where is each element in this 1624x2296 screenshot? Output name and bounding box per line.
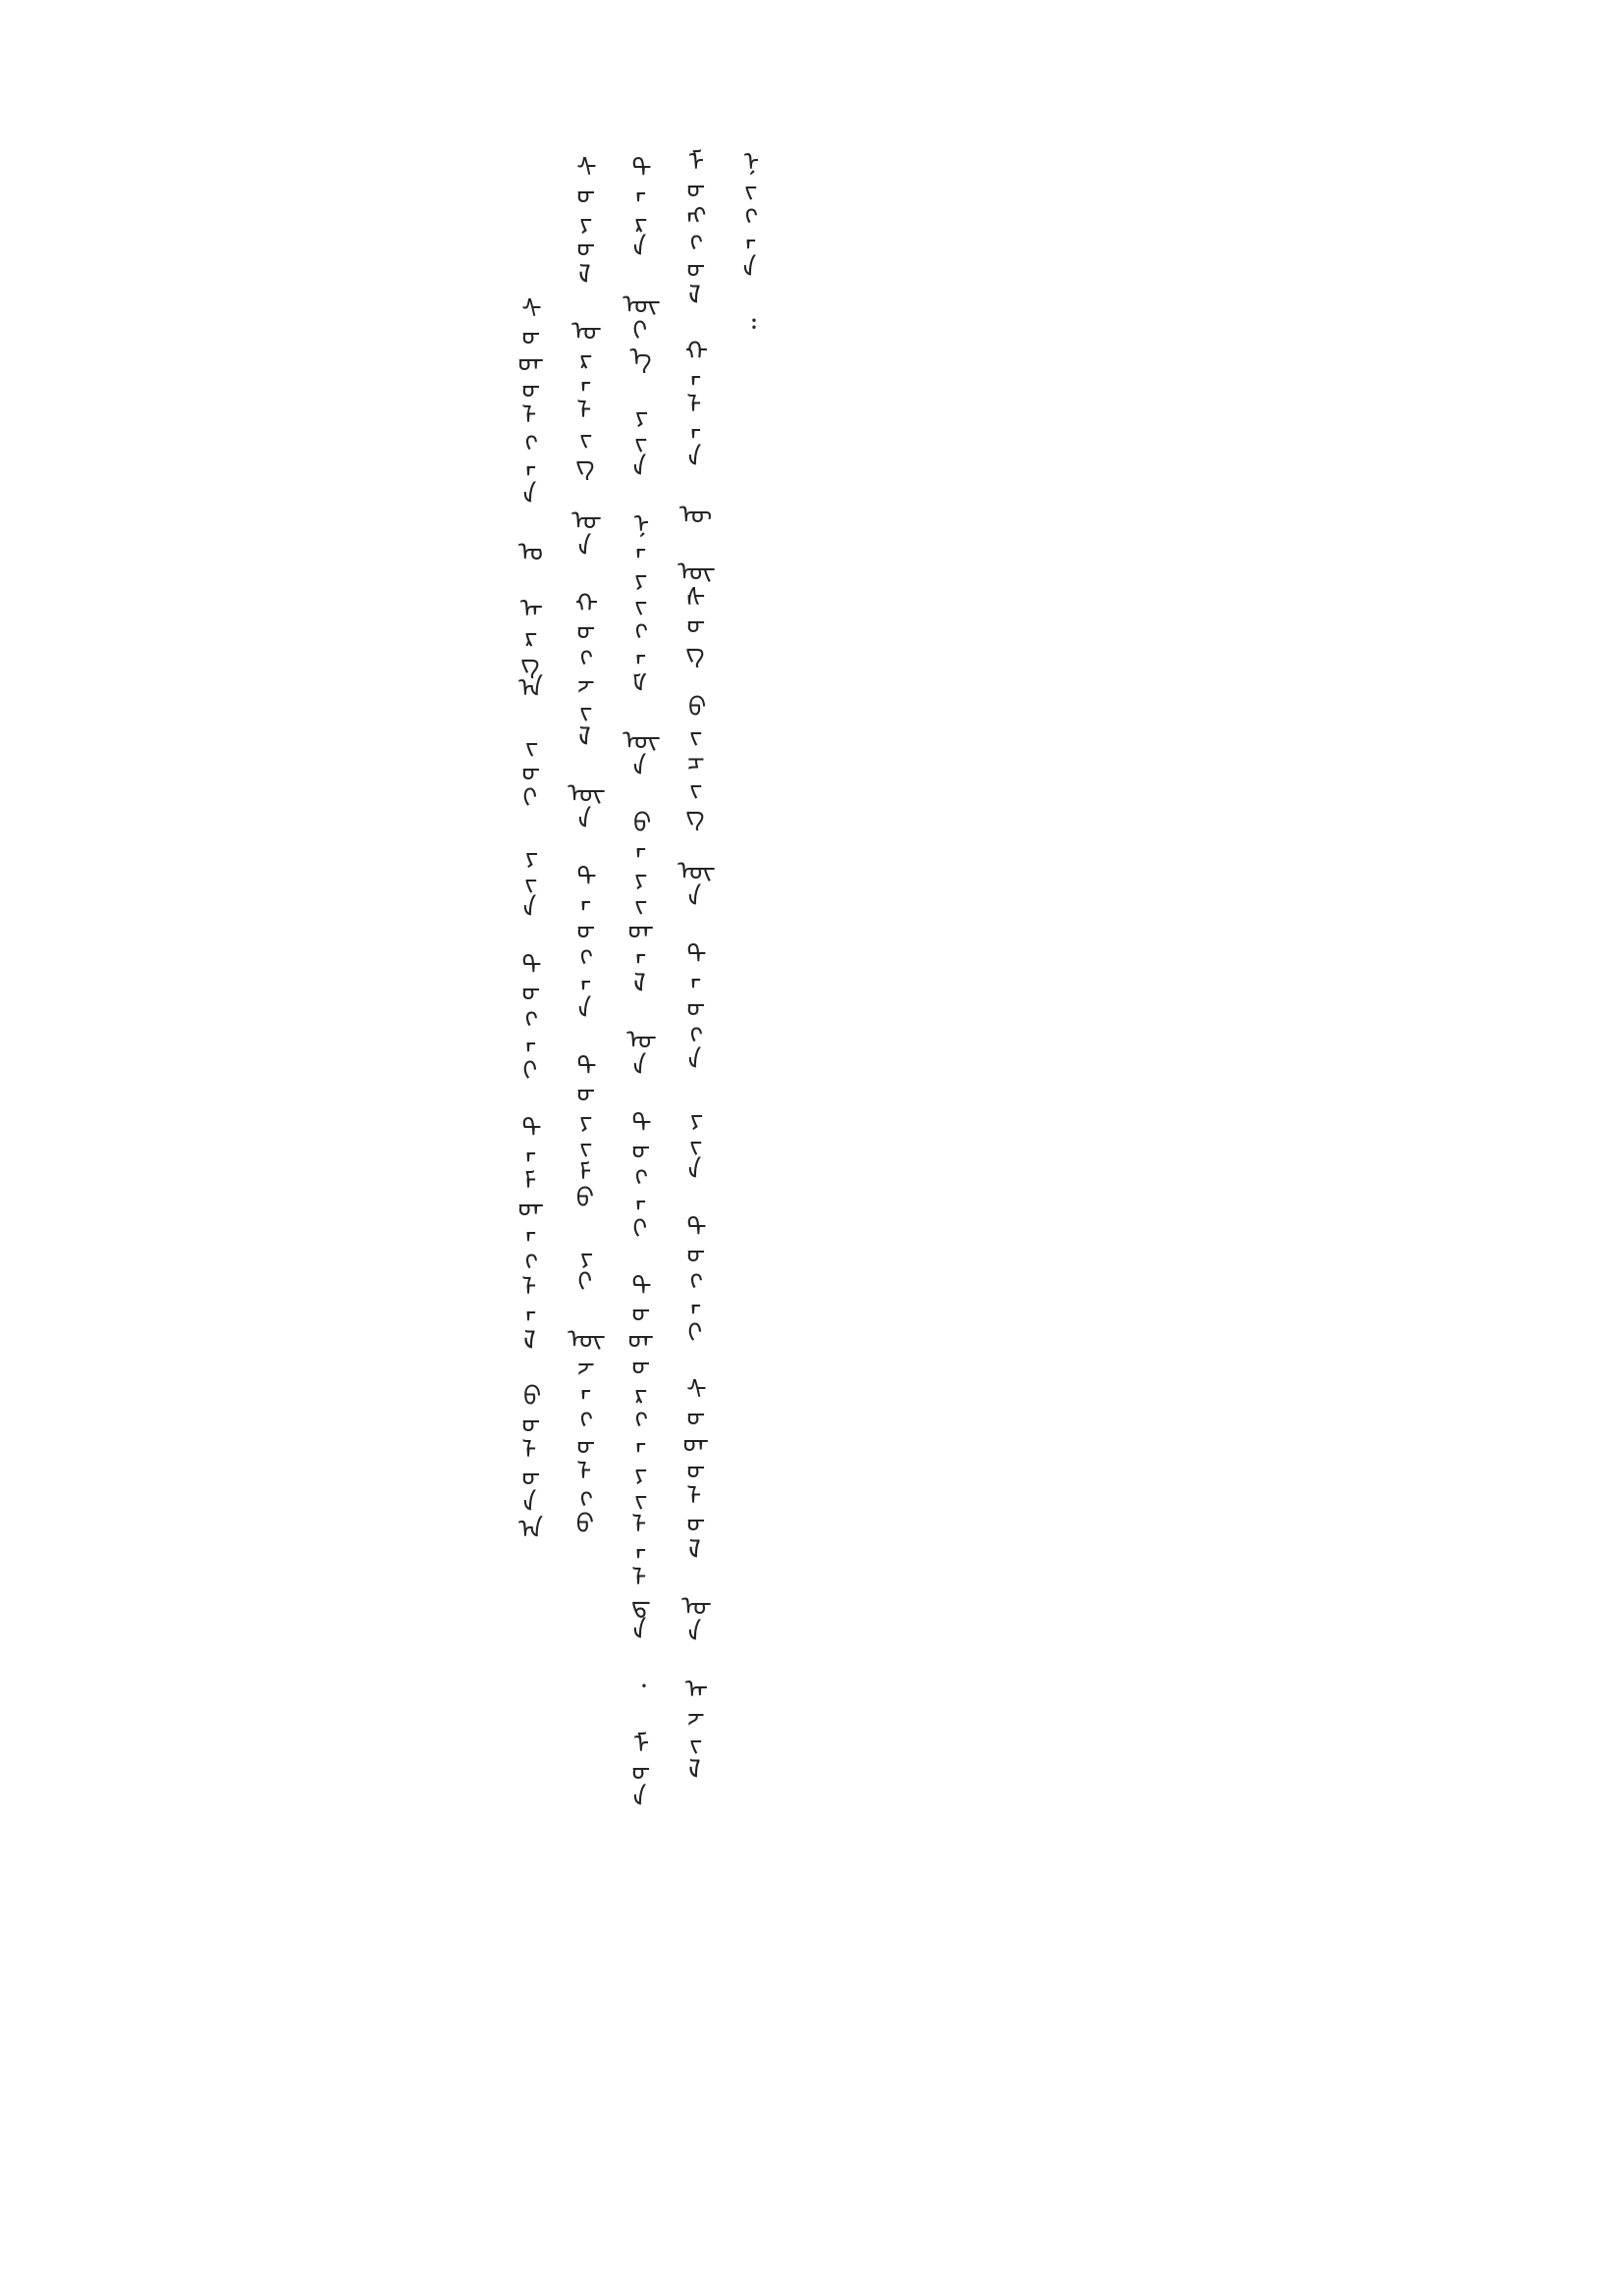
mongolian-text-block xyxy=(236,147,785,2160)
text-line-5: ᠰᠤᠳᠤᠯᠭᠠᠨ ᠤ ᠠᠷᠭ᠎ᠠ ᠵᠦᠢ ᠶᠢᠨ ᠲᠤᠬᠠᠢ ᠲᠡᠮᠳᠡᠭᠯᠡᠯ ᠪᠣᠯᠤᠨ᠎ᠠ xyxy=(509,294,539,1541)
text-line-3: ᠲᠡᠷᠡ ᠦᠶ᠎ᠡ ᠶᠢᠨ ᠨᠡᠶᠢᠭᠡᠮ ᠦᠨ ᠪᠠᠶᠢᠳᠠᠯ ᠤᠨ ᠲᠤᠬᠠᠢ ᠲᠣᠳᠣᠷᠬᠠᠶᠢᠯᠠᠯᠲᠠ ᠂ ᠮᠥᠨ xyxy=(619,153,649,1809)
text-line-1: ᠨᠢᠭᠡᠨ ᠄ xyxy=(729,147,759,337)
text-line-2: ᠮᠣᠩᠭᠣᠯ ᠬᠡᠯᠡᠨ ᠦ ᠦᠰᠦᠭ ᠪᠢᠴᠢᠭ ᠦᠨ ᠲᠡᠦᠬᠡ ᠶᠢᠨ ᠲᠤᠬᠠᠢ ᠰᠤᠳᠤᠯᠤᠯ ᠤᠨ ᠠᠵᠢᠯ xyxy=(674,147,704,1781)
text-line-4: ᠰᠤᠶᠤᠯ ᠤᠷᠠᠯᠢᠭ ᠤᠨ ᠬᠥᠭᠵᠢᠯ ᠦᠨ ᠲᠡᠦᠬᠡᠨ ᠲᠣᠶᠢᠮᠤ ᠶᠢ ᠦᠵᠡᠭᠦᠯᠬᠦ xyxy=(564,153,594,1536)
